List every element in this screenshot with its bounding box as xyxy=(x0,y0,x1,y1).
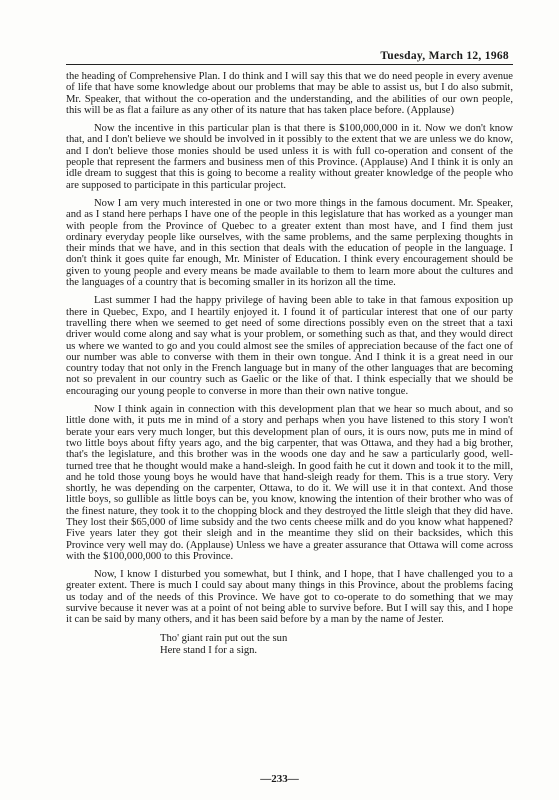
verse-quote xyxy=(160,633,513,657)
paragraph: Now the incentive in this particular plan is that there is $100,000,000 in it. Now we don't know that, and I don't believe we should be involved in it possibly to the extent that we are unless we do know, and I don't believe those monies should be used unless it is with full co-operation and consent of the people that represent the farmers and business men of this Province. (Applause) And I think it is only an idle dream to suggest that this is going to become a reality without greater knowledge of the people who are supposed to participate in this particular project. xyxy=(66,123,513,191)
page-header-date: Tuesday, March 12, 1968 xyxy=(380,50,509,62)
paragraph: Now I am very much interested in one or two more things in the famous document. Mr. Speaker, and as I stand here perhaps I have one of the people in this legislature that has worked as a younger man with people from the Province of Quebec to a greater extent than most have, and I find them just ordinary everyday people like ourselves, with the same problems, and the same perplexing thoughts in their minds that we have, and in this section that deals with the education of people in the language. I don't think it goes quite far enough, Mr. Minister of Education. I think every encouragement should be given to young people and every means be made available to them to learn more about the cultures and the languages of a country that is becoming smaller in its horizon all the time. xyxy=(66,197,513,289)
paragraph: Now I think again in connection with this development plan that we hear so much about, and so little done with, it puts me in mind of a story and perhaps when you have listened to this story I won't berate your ears very much longer, but this development plan of ours, it is ours now, puts me in mind of two little boys about fifty years ago, and the big carpenter, that was Ottawa, and they had a big brother, that's the legislature, and this brother was in the woods one day and he saw a particularly good, well-turned tree that he thought would make a hand-sleigh. In good faith he cut it down and took it to the mill, and he told those young boys he would have that hand-sleigh ready for them. This is a true story. Very shortly, he was depending on the carpenter, Ottawa, to do it. We will use it in that context. And those little boys, so gullible as little boys can be, you know, knowing the intention of their brother who was of the finest nature, they took it to the chopping block and they destroyed the little sleigh that they did have. They lost their $65,000 of lime subsidy and the two cents cheese milk and do you know what happened? Five years later they got their sleigh and in the meantime they slid on their backsides, which this Province very well may do. (Applause) Unless we have a greater assurance that Ottawa will come across with the $100,000,000 to this Province. xyxy=(66,404,513,562)
paragraph: Last summer I had the happy privilege of having been able to take in that famous exposition up there in Quebec, Expo, and I heartily enjoyed it. I found it of particular interest that one of our party travelling there when we seemed to get need of some directions possibly even on the street that a taxi driver would come along and say what is your problem, or something such as that, and they would direct us where we wanted to go and you could almost see the smiles of appreciation because of the fact one of our number was able to converse with them in their own tongue. And I think it is a great need in our country today that not only in the French language but in many of the other languages that are becoming not so prevalent in our country such as Gaelic or the like of that. I think especially that we should be encouraging our young people to converse in more than their own native tongue. xyxy=(66,295,513,397)
paragraph: the heading of Comprehensive Plan. I do think and I will say this that we do need people in every avenue of life that have some knowledge about our problems that may be able to assist us, but I do also submit, Mr. Speaker, that without the co-operation and the understanding, and the abilities of our own people, this will be as flat a failure as any other of its nature that has taken place before. (Applause) xyxy=(66,71,513,116)
verse-line: Tho' giant rain put out the sun xyxy=(160,632,288,644)
paragraph: Now, I know I disturbed you somewhat, but I think, and I hope, that I have challenged you to a greater extent. There is much I could say about many things in this Province, about the problems facing us today and of the needs of this Province. We have got to co-operate to do something that we may survive because it never was at a point of not being able to survive before. But I will say this, and I hope it can be said by many others, and it has been said before by a man by the name of Jester. xyxy=(66,569,513,626)
page-number: —233— xyxy=(260,773,299,785)
verse-line: Here stand I for a sign. xyxy=(160,644,258,656)
header-rule xyxy=(66,64,513,65)
body-text xyxy=(66,71,513,657)
